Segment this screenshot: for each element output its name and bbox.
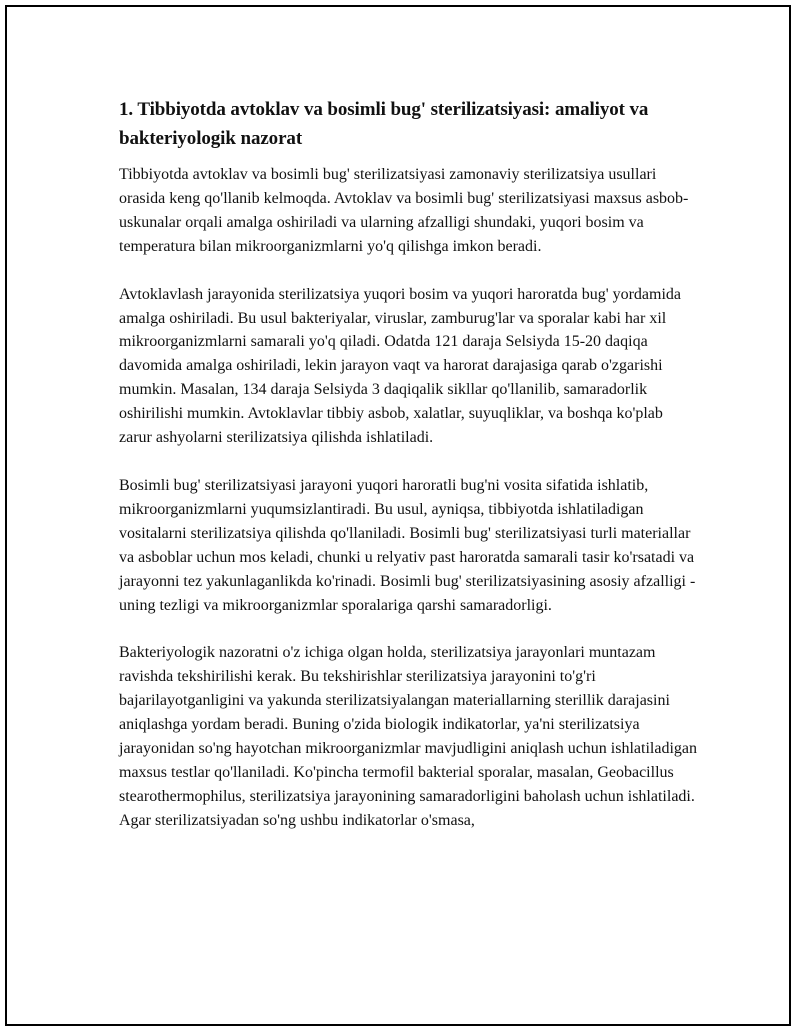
section-title: 1. Tibbiyotda avtoklav va bosimli bug' sterilizatsiyasi: amaliyot va bakteriyologik nazorat: [119, 99, 649, 149]
document-page: [5, 5, 791, 1026]
paragraph-4: Bakteriyologik nazoratni o'z ichiga olgan holda, sterilizatsiya jarayonlari muntazam ravishda tekshirilishi kerak. Bu tekshirishlar sterilizatsiya jarayonini to'g'ri bajarilayotganligini va yakunda sterilizatsiyalangan materiallarning sterillik darajasini aniqlashga yordam beradi. Buning o'zida biologik indikatorlar, ya'ni sterilizatsiya jarayonidan so'ng hayotchan mikroorganizmlar mavjudligini aniqlash uchun ishlatiladigan maxsus testlar qo'llaniladi. Ko'pincha termofil bakterial sporalar, masalan, Geobacillus stearothermophilus, sterilizatsiya jarayonining samaradorligini baholash uchun ishlatiladi. Agar sterilizatsiyadan so'ng ushbu indikatorlar o'smasa,: [119, 644, 698, 829]
paragraph-3: Bosimli bug' sterilizatsiyasi jarayoni yuqori haroratli bug'ni vosita sifatida ishlatib, mikroorganizmlarni yuqumsizlantiradi. Bu usul, ayniqsa, tibbiyotda ishlatiladigan vositalarni sterilizatsiya qilishda qo'llaniladi. Bosimli bug' sterilizatsiyasi turli materiallar va asboblar uchun mos keladi, chunki u relyativ past haroratda samarali tasir ko'rsatadi va jarayonni tez yakunlaganlikda ko'rinadi. Bosimli bug' sterilizatsiyasining asosiy afzalligi - uning tezligi va mikroorganizmlar sporalariga qarshi samaradorligi.: [119, 476, 696, 614]
paragraph-1: Tibbiyotda avtoklav va bosimli bug' sterilizatsiyasi zamonaviy sterilizatsiya usullari orasida keng qo'llanib kelmoqda. Avtoklav va bosimli bug' sterilizatsiyasi maxsus asbob-uskunalar orqali amalga oshiriladi va ularning afzalligi shundaki, yuqori bosim va temperatura bilan mikroorganizmlarni yo'q qilishga imkon beradi.: [119, 166, 689, 255]
document-body: [119, 95, 699, 857]
paragraph-2: Avtoklavlash jarayonida sterilizatsiya yuqori bosim va yuqori haroratda bug' yordamida amalga oshiriladi. Bu usul bakteriyalar, viruslar, zamburug'lar va sporalar kabi har xil mikroorganizmlarni samarali yo'q qiladi. Odatda 121 daraja Selsiyda 15-20 daqiqa davomida amalga oshiriladi, lekin jarayon vaqt va harorat darajasiga qarab o'zgarishi mumkin. Masalan, 134 daraja Selsiyda 3 daqiqalik sikllar qo'llanilib, samaradorlik oshirilishi mumkin. Avtoklavlar tibbiy asbob, xalatlar, suyuqliklar, va boshqa ko'plab zarur ashyolarni sterilizatsiya qilishda ishlatiladi.: [119, 285, 681, 447]
